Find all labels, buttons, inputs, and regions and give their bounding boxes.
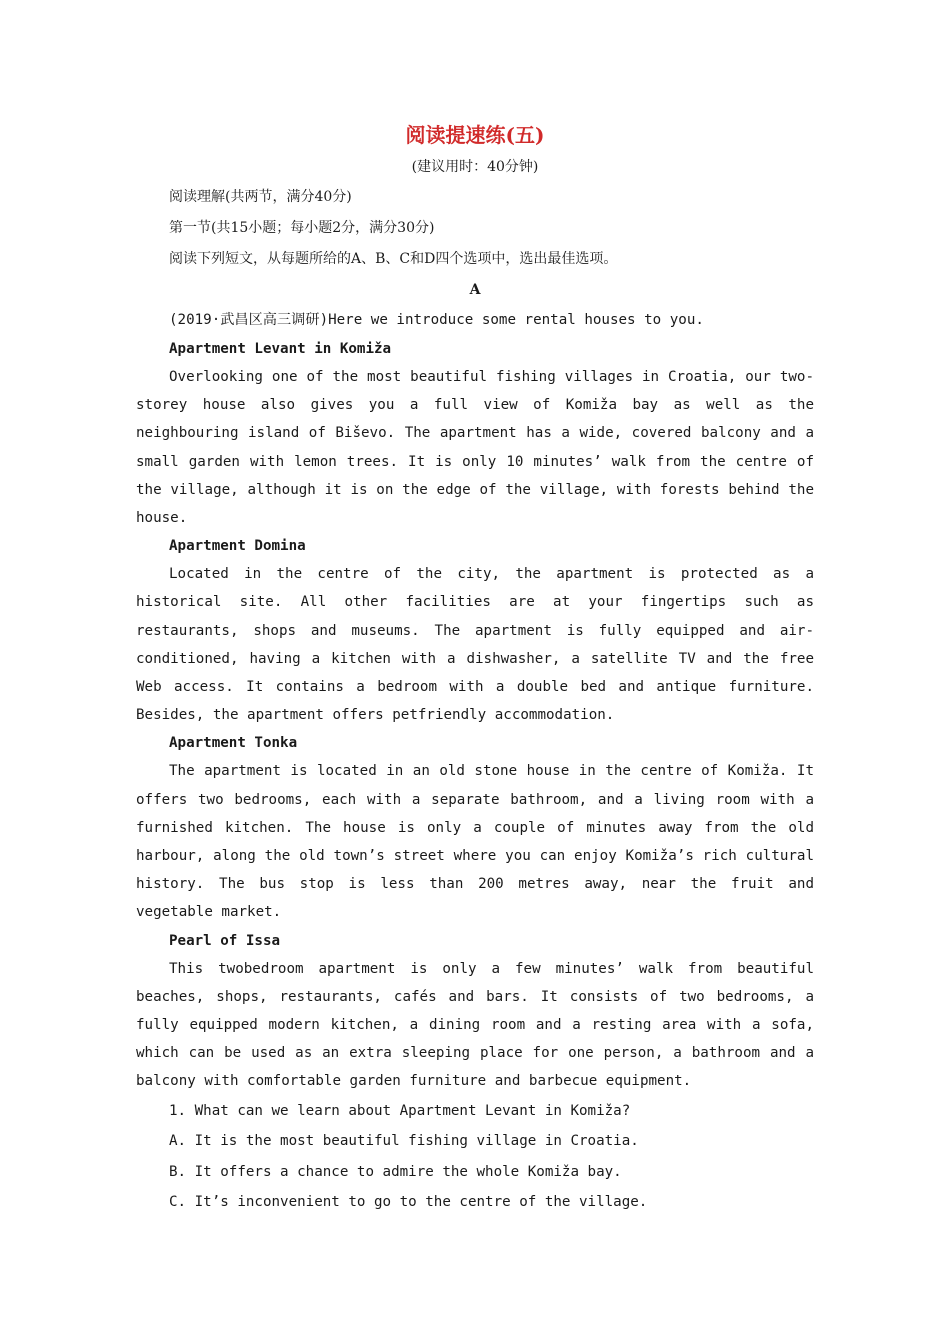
- section-heading: Apartment Domina: [169, 538, 306, 555]
- suggested-time: (建议用时：40分钟): [411, 159, 539, 175]
- answer-option-c: C. It’s inconvenient to go to the centre of the village.: [169, 1194, 648, 1211]
- instruction-line-1: 阅读理解(共两节，满分40分): [169, 189, 352, 205]
- question-stem: 1. What can we learn about Apartment Levant in Komiža?: [169, 1102, 631, 1119]
- instruction-line-2: 第一节(共15小题；每小题2分，满分30分): [169, 220, 435, 236]
- passage-letter: A: [469, 282, 481, 298]
- section-body: Located in the centre of the city, the apartment is protected as a historical site. All other facilities are at your fingertips such as restaurants, shops and museums. The apartment is fully equipped and air-conditioned, having a kitchen with a dishwasher, a satellite TV and the free Web access. It contains a bedroom with a double bed and antique furniture. Besides, the apartment offers petfriendly accommodation.: [136, 566, 814, 724]
- section-body: The apartment is located in an old stone house in the centre of Komiža. It offers two bedrooms, each with a separate bathroom, and a living room with a furnished kitchen. The house is only a couple of minutes away from the old harbour, along the old town’s street where you can enjoy Komiža’s rich cultural history. The bus stop is less than 200 metres away, near the fruit and vegetable market.: [136, 763, 814, 921]
- section-body: This twobedroom apartment is only a few minutes’ walk from beautiful beaches, shops, restaurants, cafés and bars. It consists of two bedrooms, a fully equipped modern kitchen, a dining room and a resting area with a sofa, which can be used as an extra sleeping place for one person, a bathroom and a balcony with comfortable garden furniture and barbecue equipment.: [136, 960, 814, 1090]
- document-page: [136, 118, 814, 1218]
- section-heading: Apartment Tonka: [169, 735, 298, 752]
- instruction-line-3: 阅读下列短文，从每题所给的A、B、C和D四个选项中，选出最佳选项。: [169, 251, 618, 267]
- section-heading: Pearl of Issa: [169, 932, 281, 949]
- answer-option-a: A. It is the most beautiful fishing village in Croatia.: [169, 1133, 639, 1150]
- page-title: 阅读提速练(五): [405, 123, 545, 147]
- answer-option-b: B. It offers a chance to admire the whole Komiža bay.: [169, 1163, 622, 1180]
- passage-source: (2019·武昌区高三调研)Here we introduce some rental houses to you.: [169, 312, 704, 328]
- section-heading: Apartment Levant in Komiža: [169, 341, 392, 357]
- section-body: Overlooking one of the most beautiful fishing villages in Croatia, our two-storey house also gives you a full view of Komiža bay as well as the neighbouring island of Biševo. The apartment has a wide, covered balcony and a small garden with lemon trees. It is only 10 minutes’ walk from the centre of the village, although it is on the edge of the village, with forests behind the house.: [136, 369, 814, 527]
